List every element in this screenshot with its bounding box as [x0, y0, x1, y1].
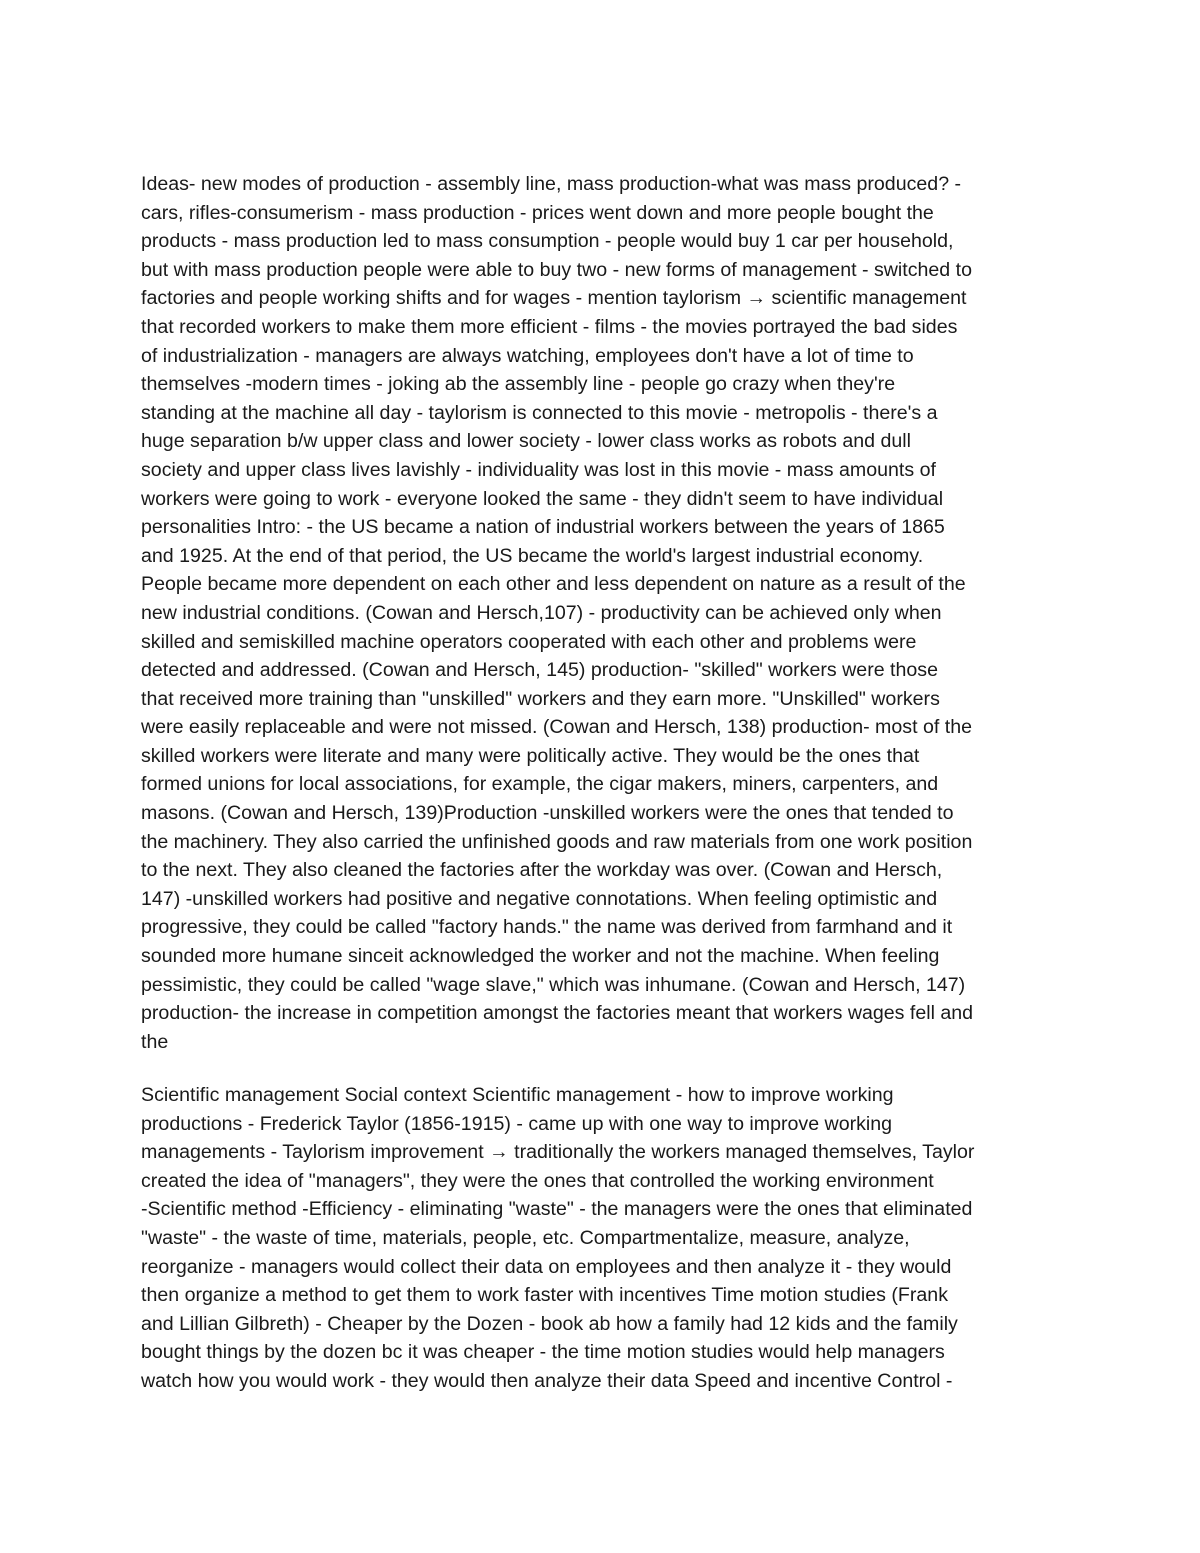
text-line: cars, rifles-consumerism - mass production - prices went down and more people bought the — [141, 201, 934, 224]
text-line: but with mass production people were able to buy two - new forms of management - switched to — [141, 258, 972, 281]
text-line: factories and people working shifts and for wages - mention taylorism → scientific management — [141, 287, 967, 310]
text-line: bought things by the dozen bc it was cheaper - the time motion studies would help managers — [141, 1341, 945, 1364]
text-line: People became more dependent on each other and less dependent on nature as a result of the — [141, 573, 966, 596]
paragraph-scientific-management-notes — [141, 1081, 1071, 1396]
text-line: created the idea of "managers", they were the ones that controlled the working environment — [141, 1169, 934, 1192]
text-line: that recorded workers to make them more efficient - films - the movies portrayed the bad sides — [141, 315, 958, 338]
text-line: and Lillian Gilbreth) - Cheaper by the Dozen - book ab how a family had 12 kids and the family — [141, 1312, 958, 1335]
text-line: masons. (Cowan and Hersch, 139)Production -unskilled workers were the ones that tended to — [141, 802, 954, 825]
text-line: reorganize - managers would collect their data on employees and then analyze it - they would — [141, 1255, 952, 1278]
text-line: production- the increase in competition amongst the factories meant that workers wages fell and — [141, 1002, 974, 1025]
paragraph-industrialization-notes — [141, 170, 1071, 1056]
text-line: and 1925. At the end of that period, the US became the world's largest industrial economy. — [141, 544, 924, 567]
text-line: then organize a method to get them to work faster with incentives Time motion studies (Frank — [141, 1284, 948, 1307]
text-line: personalities Intro: - the US became a nation of industrial workers between the years of 1865 — [141, 516, 945, 539]
text-line: 147) -unskilled workers had positive and negative connotations. When feeling optimistic and — [141, 887, 938, 910]
text-line: sounded more humane sinceit acknowledged the worker and not the machine. When feeling — [141, 945, 940, 968]
text-line: themselves -modern times - joking ab the assembly line - people go crazy when they're — [141, 373, 896, 396]
text-line: new industrial conditions. (Cowan and Hersch,107) - productivity can be achieved only when — [141, 601, 942, 624]
text-line: Scientific management Social context Scientific management - how to improve working — [141, 1084, 894, 1106]
text-line: huge separation b/w upper class and lower society - lower class works as robots and dull — [141, 430, 911, 453]
text-line: "waste" - the waste of time, materials, people, etc. Compartmentalize, measure, analyze, — [141, 1226, 910, 1249]
text-line: the — [141, 1030, 169, 1053]
text-line: pessimistic, they could be called "wage slave," which was inhumane. (Cowan and Hersch, 147) — [141, 973, 966, 996]
text-line: society and upper class lives lavishly - individuality was lost in this movie - mass amounts of — [141, 458, 936, 481]
text-line: progressive, they could be called "factory hands." the name was derived from farmhand and it — [141, 916, 953, 939]
text-line: productions - Frederick Taylor (1856-1915) - came up with one way to improve working — [141, 1112, 893, 1135]
text-line: -Scientific method -Efficiency - eliminating "waste" - the managers were the ones that eliminated — [141, 1198, 973, 1221]
text-line: to the next. They also cleaned the factories after the workday was over. (Cowan and Hersch, — [141, 859, 943, 882]
text-line: the machinery. They also carried the unfinished goods and raw materials from one work position — [141, 830, 973, 853]
text-line: workers were going to work - everyone looked the same - they didn't seem to have individual — [141, 487, 944, 510]
text-line: managements - Taylorism improvement → traditionally the workers managed themselves, Taylor — [141, 1141, 975, 1164]
text-line: skilled workers were literate and many were politically active. They would be the ones that — [141, 744, 920, 767]
text-line: detected and addressed. (Cowan and Hersch, 145) production- "skilled" workers were those — [141, 659, 938, 682]
text-line: formed unions for local associations, for example, the cigar makers, miners, carpenters, and — [141, 773, 939, 796]
text-line: skilled and semiskilled machine operators cooperated with each other and problems were — [141, 630, 917, 653]
text-line: were easily replaceable and were not missed. (Cowan and Hersch, 138) production- most of the — [141, 716, 972, 739]
text-line: standing at the machine all day - taylorism is connected to this movie - metropolis - there's a — [141, 401, 938, 424]
text-line: that received more training than "unskilled" workers and they earn more. "Unskilled" workers — [141, 687, 940, 710]
text-line: of industrialization - managers are always watching, employees don't have a lot of time to — [141, 344, 914, 367]
text-line: products - mass production led to mass consumption - people would buy 1 car per household, — [141, 230, 954, 253]
text-line: Ideas- new modes of production - assembly line, mass production-what was mass produced? - — [141, 173, 962, 195]
text-line: watch how you would work - they would then analyze their data Speed and incentive Control - — [141, 1369, 953, 1392]
